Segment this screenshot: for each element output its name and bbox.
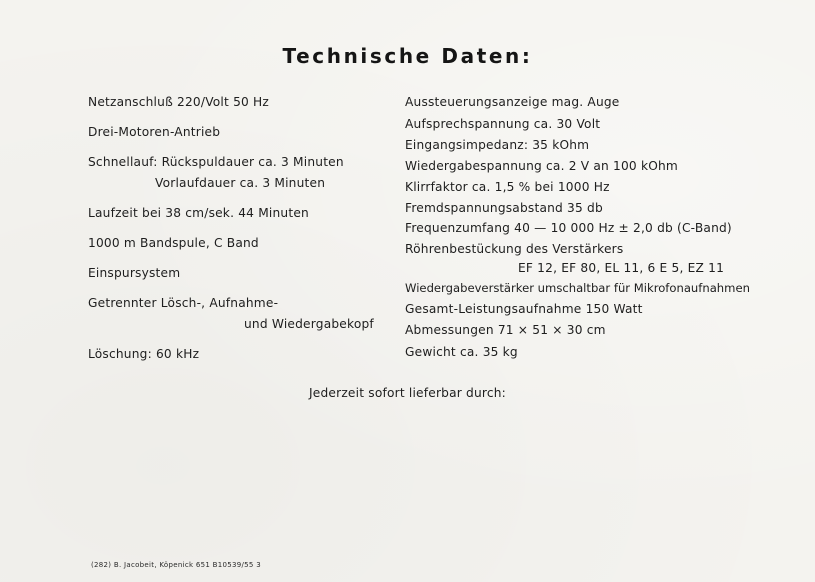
spec-klirrfaktor: Klirrfaktor ca. 1,5 % bei 1000 Hz [405, 180, 610, 194]
page-title: Technische Daten: [282, 44, 533, 68]
spec-loeschung: Löschung: 60 kHz [88, 347, 200, 361]
spec-fremdspannungsabstand: Fremdspannungsabstand 35 db [405, 201, 603, 215]
spec-aussteuerungsanzeige: Aussteuerungsanzeige mag. Auge [405, 95, 620, 109]
printer-mark: (282) B. Jacobeit, Köpenick 651 B10539/55 3 [91, 561, 261, 569]
spec-koepfe-line-1: Getrennter Lösch-, Aufnahme- [88, 296, 279, 310]
spec-leistungsaufnahme: Gesamt-Leistungsaufnahme 150 Watt [405, 302, 643, 316]
spec-netzanschluss: Netzanschluß 220/Volt 50 Hz [88, 95, 270, 109]
spec-gewicht: Gewicht ca. 35 kg [405, 345, 518, 359]
spec-roehrenbestueckung: Röhrenbestückung des Verstärkers [405, 242, 624, 256]
spec-bandspule: 1000 m Bandspule, C Band [88, 236, 259, 250]
spec-frequenzumfang: Frequenzumfang 40 — 10 000 Hz ± 2,0 db (C-Band) [405, 221, 732, 235]
spec-antrieb: Drei-Motoren-Antrieb [88, 125, 221, 139]
spec-roehren-liste: EF 12, EF 80, EL 11, 6 E 5, EZ 11 [518, 261, 725, 275]
spec-schnelllauf-rueckspul: Schnellauf: Rückspuldauer ca. 3 Minuten [88, 155, 344, 169]
spec-wiedergabespannung: Wiedergabespannung ca. 2 V an 100 kOhm [405, 159, 679, 173]
order-note: Jederzeit sofort lieferbar durch: [309, 386, 506, 400]
spec-schnelllauf-vorlauf: Vorlaufdauer ca. 3 Minuten [155, 176, 326, 190]
spec-wiedergabeverstaerker: Wiedergabeverstärker umschaltbar für Mikrofonaufnahmen [405, 281, 750, 295]
spec-eingangsimpedanz: Eingangsimpedanz: 35 kOhm [405, 138, 590, 152]
spec-aufsprechspannung: Aufsprechspannung ca. 30 Volt [405, 117, 601, 131]
spec-abmessungen: Abmessungen 71 × 51 × 30 cm [405, 323, 606, 337]
spec-einspursystem: Einspursystem [88, 266, 181, 280]
spec-koepfe-line-2: und Wiedergabekopf [244, 317, 374, 331]
spec-laufzeit: Laufzeit bei 38 cm/sek. 44 Minuten [88, 206, 309, 220]
